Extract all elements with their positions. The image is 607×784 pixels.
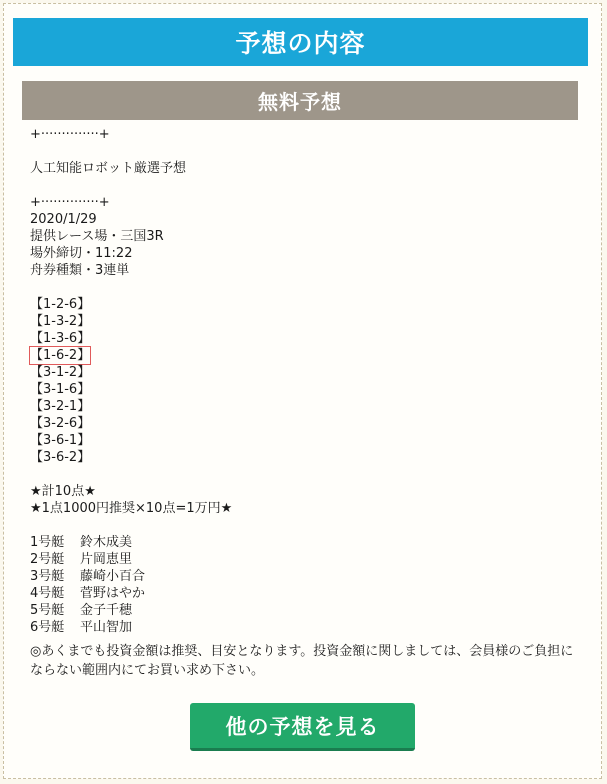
boat-number: 1号艇 [30, 535, 65, 550]
stake-recommendation: ★1点1000円推奨×10点=1万円★ [30, 501, 233, 516]
boat-number: 2号艇 [30, 552, 65, 567]
combo-item: 【3-2-6】 [30, 416, 91, 431]
view-other-predictions-button[interactable]: 他の予想を見る [190, 703, 415, 751]
race-date: 2020/1/29 [30, 212, 97, 227]
racer-name: 片岡恵里 [80, 552, 133, 567]
section-title: 無料予想 [22, 81, 578, 120]
boat-number: 5号艇 [30, 603, 65, 618]
page-title: 予想の内容 [13, 18, 588, 66]
combo-item: 【3-1-6】 [30, 382, 91, 397]
boat-row [30, 534, 585, 551]
boat-row [30, 585, 585, 602]
combo-item: 【3-1-2】 [30, 365, 91, 380]
combo-item-highlighted: 【1-6-2】 [30, 348, 91, 363]
racer-name: 菅野はやか [80, 586, 146, 601]
prediction-content [30, 126, 585, 680]
boat-row [30, 551, 585, 568]
boat-number: 4号艇 [30, 586, 65, 601]
total-points: ★計10点★ [30, 484, 96, 499]
racer-name: 鈴木成美 [80, 535, 133, 550]
combo-item: 【1-2-6】 [30, 297, 91, 312]
racer-name: 平山智加 [80, 620, 133, 635]
racer-name: 藤崎小百合 [80, 569, 146, 584]
boat-list [30, 534, 585, 636]
ticket-type: 舟券種類・3連単 [30, 263, 130, 278]
disclaimer-note: ◎あくまでも投資金額は推奨、目安となります。投資金額に関しましては、会員様のご負担にならない範囲内にてお買い求め下さい。 [30, 644, 574, 678]
combo-item: 【3-6-1】 [30, 433, 91, 448]
race-venue: 提供レース場・三国3R [30, 229, 164, 244]
divider-mid: +··············+ [30, 195, 110, 210]
boat-number: 3号艇 [30, 569, 65, 584]
divider-top: +··············+ [30, 127, 110, 142]
combo-item: 【3-2-1】 [30, 399, 91, 414]
boat-row [30, 619, 585, 636]
racer-name: 金子千穂 [80, 603, 133, 618]
combo-item: 【1-3-6】 [30, 331, 91, 346]
combo-item: 【3-6-2】 [30, 450, 91, 465]
boat-row [30, 568, 585, 585]
combo-item: 【1-3-2】 [30, 314, 91, 329]
headline: 人工知能ロボット厳選予想 [30, 161, 187, 176]
boat-number: 6号艇 [30, 620, 65, 635]
boat-row [30, 602, 585, 619]
deadline: 場外締切・11:22 [30, 246, 133, 261]
combo-list [30, 296, 585, 466]
